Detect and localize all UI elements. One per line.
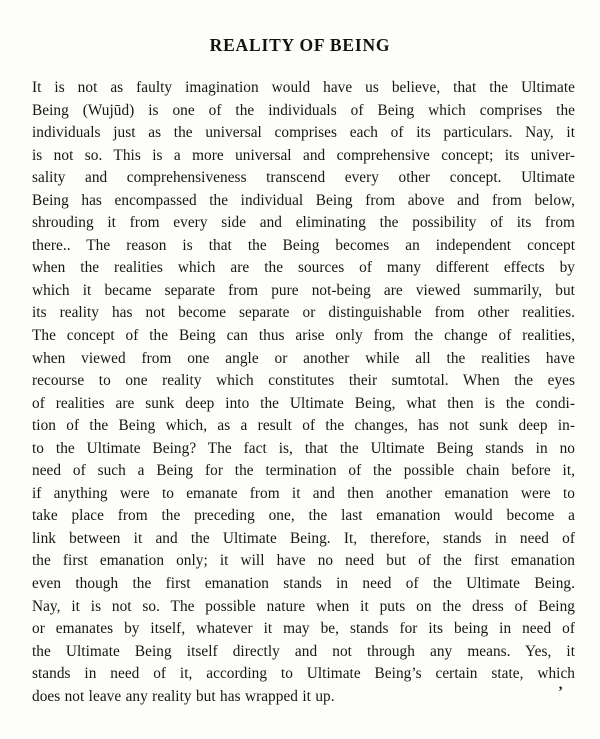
text-line: Nay, it is not so. The possible nature when it puts on the dress of Being	[32, 597, 575, 615]
text-line: Being (Wujūd) is one of the individuals of Being which comprises the	[32, 101, 575, 119]
text-line: the Ultimate Being itself directly and not through any means. Yes, it	[32, 642, 575, 660]
text-line: its reality has not become separate or distinguishable from other realities.	[32, 304, 575, 322]
text-line: the first emanation only; it will have no need but of the first emanation	[32, 552, 575, 570]
page-title: REALITY OF BEING	[209, 35, 391, 55]
text-line: The concept of the Being can thus arise only from the change of realities,	[32, 327, 575, 345]
text-line: stands in need of it, according to Ultimate Being’s certain state, which	[32, 665, 575, 683]
text-line: if anything were to emanate from it and then another emanation were to	[32, 484, 575, 502]
text-line: need of such a Being for the termination of the possible chain before it,	[32, 462, 575, 480]
text-line: even though the first emanation stands in need of the Ultimate Being.	[32, 575, 575, 593]
text-line: of realities are sunk deep into the Ultimate Being, what then is the condi-	[32, 394, 575, 412]
text-line: shrouding it from every side and eliminating the possibility of its from	[32, 214, 575, 232]
text-line: which it became separate from pure not-being are viewed summarily, but	[32, 281, 575, 299]
text-line: take place from the preceding one, the last emanation would become a	[32, 507, 575, 525]
text-line: sality and comprehensiveness transcend every other concept. Ultimate	[32, 169, 575, 187]
body-text	[32, 77, 575, 708]
text-line: tion of the Being which, as a result of the changes, has not sunk deep in-	[32, 417, 575, 435]
text-line: is not so. This is a more universal and comprehensive concept; its univer-	[32, 146, 575, 164]
text-line: Being has encompassed the individual Being from above and from below,	[32, 191, 575, 209]
text-line: or emanates by itself, whatever it may be, stands for its being in need of	[32, 620, 575, 638]
text-line: to the Ultimate Being? The fact is, that the Ultimate Being stands in no	[32, 439, 575, 457]
footnote-mark: ’	[557, 685, 563, 700]
text-line-content: does not leave any reality but has wrapped it up.	[32, 687, 335, 705]
text-line	[32, 686, 575, 709]
text-line: when the realities which are the sources of many different effects by	[32, 259, 575, 277]
text-line: there.. The reason is that the Being becomes an independent concept	[32, 236, 575, 254]
text-line: recourse to one reality which constitutes their sumtotal. When the eyes	[32, 372, 575, 390]
text-line: individuals just as the universal comprises each of its particulars. Nay, it	[32, 124, 575, 142]
text-line: It is not as faulty imagination would have us believe, that the Ultimate	[32, 79, 575, 96]
text-line: when viewed from one angle or another while all the realities have	[32, 349, 575, 367]
text-line: link between it and the Ultimate Being. It, therefore, stands in need of	[32, 529, 575, 547]
